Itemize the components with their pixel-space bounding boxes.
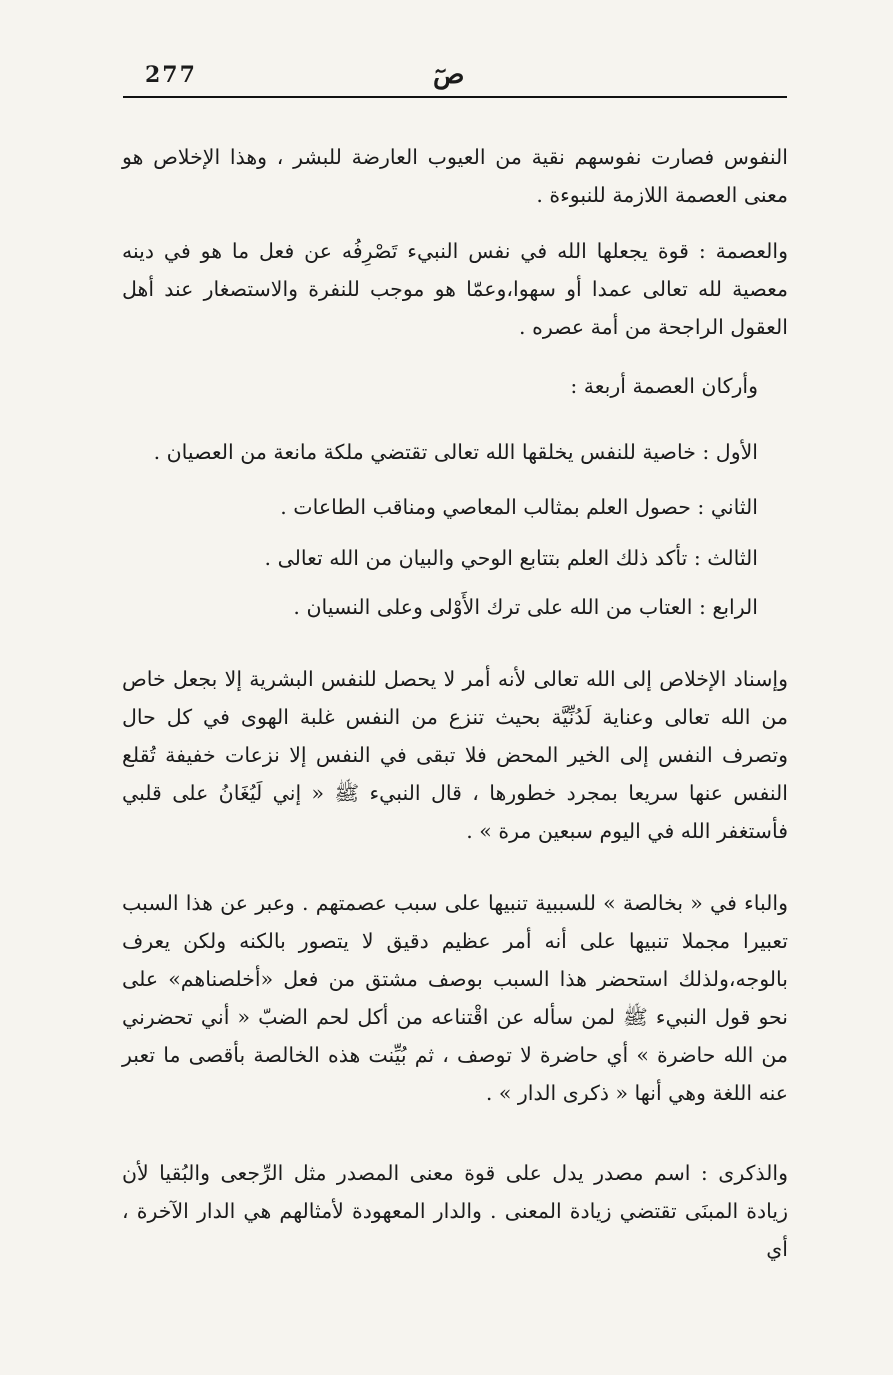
paragraph-pillars-intro: وأركان العصمة أربعة : xyxy=(570,374,758,398)
pillar-second: الثاني : حصول العلم بمثالب المعاصي ومناقب الطاعات . xyxy=(280,495,758,519)
pillar-first: الأول : خاصية للنفس يخلقها الله تعالى تقتضي ملكة مانعة من العصيان . xyxy=(153,440,758,464)
paragraph-dhikra: والذكرى : اسم مصدر يدل على قوة معنى المصدر مثل الرِّجعى والبُقيا لأن زيادة المبنَى تقتضي زيادة المعنى . والدار المعهودة لأمثالهم هي الدار الآخرة ، أي xyxy=(122,1161,788,1261)
pillar-third: الثالث : تأكد ذلك العلم بتتابع الوحي والبيان من الله تعالى . xyxy=(264,546,758,570)
running-head: صٓ xyxy=(433,60,465,90)
paragraph-baa-khalisa: والباء في « بخالصة » للسببية تنبيها على سبب عصمتهم . وعبر عن هذا السبب تعبيرا مجملا تنبيها على أنه أمر عظيم دقيق لا يتصور بالكنه ولكن يعرف بالوجه،ولذلك استحضر هذا السبب بوصف مشتق من فعل «أخلصناهم» على نحو قول النبيء ﷺ لمن سأله عن اقْتناعه من أكل لحم الضبّ « أني تحضرني من الله حاضرة » أي حاضرة لا توصف ، ثم بُيِّنت هذه الخالصة بأقصى ما تعبر عنه اللغة وهي أنها « ذكرى الدار » . xyxy=(122,891,788,1105)
pillar-fourth: الرابع : العتاب من الله على ترك الأَوْلى وعلى النسيان . xyxy=(293,595,758,619)
paragraph-attribution: وإسناد الإخلاص إلى الله تعالى لأنه أمر لا يحصل للنفس البشرية إلا بجعل خاص من الله تعالى وعناية لَدُنِّيَّة بحيث تنزع من النفس غلبة الهوى في كل حال وتصرف النفس إلى الخير المحض فلا تبقى في النفس إلا نزعات خفيفة تُقلع النفس عنها سريعا بمجرد خطورها ، قال النبيء ﷺ « إني لَيُغَانُ على قلبي فأستغفر الله في اليوم سبعين مرة » . xyxy=(122,667,788,843)
paragraph-ismah-definition: والعصمة : قوة يجعلها الله في نفس النبيء تَصْرِفُه عن فعل ما هو في دينه معصية لله تعالى عمدا أو سهوا،وعمّا هو موجب للنفرة والاستصغار عند أهل العقول الراجحة من أمة عصره . xyxy=(122,239,788,339)
body-text xyxy=(122,0,788,1375)
page-number: 277 xyxy=(145,62,197,88)
paragraph-purity: النفوس فصارت نفوسهم نقية من العيوب العارضة للبشر ، وهذا الإخلاص هو معنى العصمة اللازمة للنبوءة . xyxy=(122,145,788,207)
